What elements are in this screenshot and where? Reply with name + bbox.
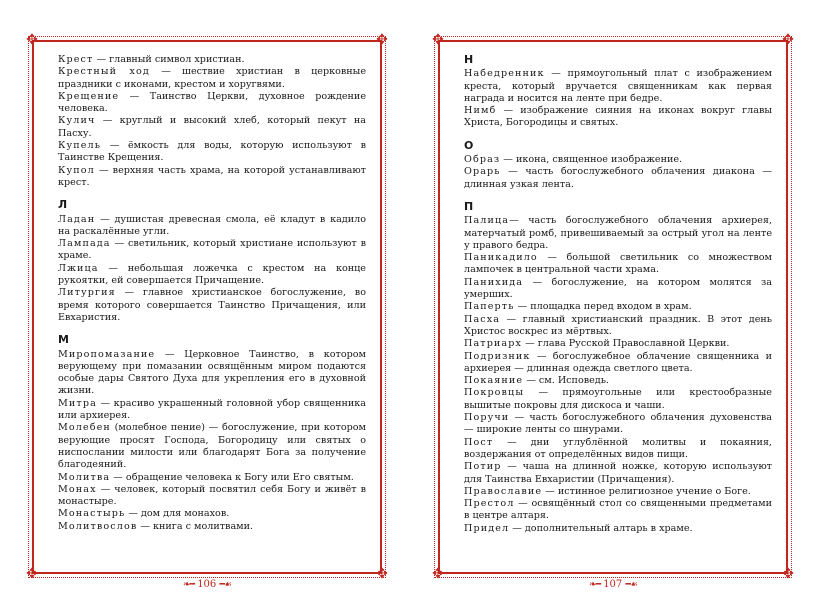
corner-ornament-icon: ✥ — [432, 32, 444, 48]
glossary-entry — [464, 375, 772, 387]
glossary-entry — [464, 412, 772, 437]
glossary-term: Придел — [464, 522, 510, 534]
left-page-frame — [26, 32, 388, 582]
glossary-term: Лампада — [58, 238, 111, 250]
glossary-term: Набедренник — [464, 68, 545, 80]
glossary-entry — [464, 351, 772, 376]
glossary-definition: — дополнительный алтарь в храме. — [509, 522, 693, 534]
glossary-entry — [464, 437, 772, 462]
glossary-term: Паперть — [464, 301, 515, 313]
entries-m — [58, 349, 366, 533]
glossary-term: Миропомазание — [58, 348, 156, 360]
right-flourish-icon: ━☙ — [625, 580, 637, 590]
glossary-definition: — небольшая ложечка с крестом на конце рукоятки, ей совершается Причащение. — [58, 262, 366, 287]
corner-ornament-icon: ✥ — [376, 566, 388, 582]
glossary-term: Молитвослов — [58, 520, 138, 532]
glossary-definition: — глава Русской Православной Церкви. — [522, 338, 730, 350]
glossary-entry — [58, 398, 366, 423]
glossary-term: Православие — [464, 485, 543, 497]
entries-p — [464, 215, 772, 535]
glossary-entry — [58, 66, 366, 91]
corner-ornament-icon: ✥ — [432, 566, 444, 582]
left-flourish-icon: ❧━ — [589, 580, 600, 590]
glossary-definition: — человек, который посвятил себя Богу и живёт в монастыре. — [58, 483, 366, 508]
glossary-definition: — дом для монахов. — [125, 508, 230, 520]
corner-ornament-icon: ✥ — [376, 32, 388, 48]
glossary-definition: — светильник, который христиане используют в храме. — [58, 238, 366, 262]
glossary-entry — [58, 287, 366, 324]
glossary-definition: — освящённый стол со священными предметами в центре алтаря. — [464, 498, 772, 522]
glossary-term: Купол — [58, 164, 95, 176]
glossary-definition: — обращение человека к Богу или Его святым. — [110, 471, 354, 483]
glossary-term: Палица — [464, 215, 510, 227]
corner-ornament-icon: ✥ — [782, 32, 794, 48]
glossary-term: Митра — [58, 397, 97, 409]
glossary-entry — [58, 484, 366, 509]
glossary-term: Патриарх — [464, 338, 523, 350]
glossary-term: Паникадило — [464, 252, 538, 264]
glossary-definition: — богослужение, на котором молятся за умерших. — [464, 276, 772, 301]
glossary-term: Купель — [58, 140, 102, 152]
glossary-entry — [464, 301, 772, 313]
right-page-content — [464, 54, 772, 535]
page-number-text: 107 — [603, 579, 623, 590]
glossary-definition: — часть богослужебного облачения духовенства — широкие ленты со шнурами. — [464, 412, 772, 436]
corner-ornament-icon: ✥ — [782, 566, 794, 582]
glossary-entry — [58, 349, 366, 398]
glossary-definition: — душистая древесная смола, её кладут в кадило на раскалённые угли. — [58, 213, 366, 237]
glossary-term: Поручи — [464, 412, 510, 424]
glossary-entry — [464, 215, 772, 252]
glossary-entry — [58, 140, 366, 165]
left-flourish-icon: ❧━ — [183, 580, 194, 590]
glossary-definition: — изображение сияния на иконах вокруг главы Христа, Богородицы и святых. — [464, 105, 772, 129]
section-letter-n: Н — [464, 53, 474, 66]
glossary-definition: — шествие христиан в церковные праздники с иконами, крестом и хоругвями. — [58, 66, 366, 90]
glossary-entry — [58, 91, 366, 116]
glossary-term: Потир — [464, 461, 502, 473]
section-letter-l: Л — [58, 198, 68, 212]
glossary-definition: — книга с молитвами. — [137, 520, 254, 532]
glossary-definition: — главный христианский праздник. В этот день Христос воскрес из мёртвых. — [464, 313, 772, 337]
glossary-definition: — прямоугольный плат с изображением креста, который вручается священникам как первая награда и носится на ленте при бедре. — [464, 68, 772, 104]
glossary-definition: — икона, священное изображение. — [500, 154, 683, 166]
glossary-term: Образ — [464, 154, 501, 166]
section-letter-m: М — [58, 333, 69, 347]
glossary-term: Молитва — [58, 471, 111, 483]
glossary-entry — [464, 252, 772, 277]
glossary-term: Покровцы — [464, 387, 525, 399]
glossary-definition: — чаша на длинной ножке, которую используют для Таинства Евхаристии (Причащения). — [464, 461, 772, 485]
glossary-term: Орарь — [464, 166, 501, 178]
glossary-entry — [464, 387, 772, 412]
glossary-term: Нимб — [464, 105, 497, 117]
right-page-frame — [432, 32, 794, 582]
entries-k — [58, 54, 366, 189]
glossary-definition: — главный символ христиан. — [93, 54, 245, 65]
glossary-definition: — верхняя часть храма, на которой устанавливают крест. — [58, 164, 366, 188]
glossary-definition: — красиво украшенный головной убор священника или архиерея. — [58, 397, 366, 422]
section-letter-o: О — [464, 138, 474, 152]
glossary-term: Крещение — [58, 90, 120, 102]
left-page-content — [58, 54, 366, 533]
glossary-term: Крестный ход — [58, 66, 150, 78]
glossary-term: Монастырь — [58, 508, 126, 520]
glossary-entry — [464, 486, 772, 498]
entries-n — [464, 68, 772, 129]
glossary-entry — [464, 498, 772, 523]
glossary-definition: — дни углублённой молитвы и покаяния, воздержания от определённых видов пищи. — [464, 436, 772, 460]
glossary-definition: (молебное пение) — богослужение, при котором верующие просят Господа, Богородицу или святых о ниспослании милости или благодарят Бога за получение благодеяний. — [58, 422, 366, 471]
glossary-term: Ладан — [58, 213, 96, 225]
glossary-entry — [464, 338, 772, 350]
glossary-term: Монах — [58, 483, 97, 495]
glossary-entry — [464, 154, 772, 166]
glossary-entry — [464, 105, 772, 130]
glossary-entry — [464, 314, 772, 339]
glossary-entry — [58, 214, 366, 239]
glossary-term: Подризник — [464, 350, 531, 362]
glossary-term: Молебен — [58, 422, 111, 434]
glossary-entry — [58, 115, 366, 140]
glossary-entry — [464, 277, 772, 302]
glossary-definition: — Таинство Церкви, духовное рождение человека. — [58, 90, 366, 115]
glossary-definition: — площадка перед входом в храм. — [514, 301, 692, 313]
glossary-entry — [58, 238, 366, 263]
glossary-definition: — см. Исповедь. — [523, 375, 609, 387]
glossary-term: Пасха — [464, 313, 501, 325]
glossary-term: Кулич — [58, 115, 96, 127]
glossary-definition: — прямоугольные или крестообразные вышитые покровы для дискоса и чаши. — [464, 387, 772, 411]
entries-l — [58, 214, 366, 325]
glossary-definition: — ёмкость для воды, которую используют в Таинстве Крещения. — [58, 140, 366, 164]
page-number-left — [147, 578, 267, 592]
glossary-entry — [58, 521, 366, 533]
glossary-definition: — круглый и высокий хлеб, который пекут на Пасху. — [58, 115, 366, 139]
glossary-entry — [464, 68, 772, 105]
glossary-definition: — богослужебное облачение священника и архиерея — длинная одежда светлого цвета. — [464, 350, 772, 374]
glossary-term: Лжица — [58, 262, 99, 274]
corner-ornament-icon: ✥ — [26, 566, 38, 582]
section-letter-p: П — [464, 199, 474, 213]
glossary-definition: — часть богослужебного облачения архиерея, матерчатый ромб, привешиваемый за острый угол на ленте у правого бедра. — [464, 215, 772, 251]
glossary-definition: — главное христианское богослужение, во время которого совершается Таинство Причащения, или Евхаристия. — [58, 287, 366, 323]
glossary-entry — [58, 165, 366, 190]
glossary-entry — [464, 166, 772, 191]
glossary-entry — [58, 263, 366, 288]
corner-ornament-icon: ✥ — [26, 32, 38, 48]
glossary-entry — [464, 523, 772, 535]
glossary-definition: — большой светильник со множеством лампочек в центральной части храма. — [464, 252, 772, 276]
glossary-definition: — часть богослужебного облачения диакона — длинная узкая лента. — [464, 166, 772, 190]
glossary-entry — [58, 508, 366, 520]
glossary-term: Литургия — [58, 287, 116, 299]
right-flourish-icon: ━☙ — [219, 580, 231, 590]
glossary-term: Покаяние — [464, 375, 524, 387]
glossary-term: Панихида — [464, 276, 524, 288]
page-number-right — [553, 578, 673, 592]
page-number-text: 106 — [197, 579, 217, 590]
glossary-entry — [58, 422, 366, 471]
glossary-definition: — Церковное Таинство, в котором верующему при помазании освящённым миром подаются особые дары Святого Духа для укрепления его в духовной жизни. — [58, 348, 366, 397]
glossary-term: Престол — [464, 498, 515, 510]
glossary-term: Пост — [464, 436, 494, 448]
glossary-entry — [58, 472, 366, 484]
entries-o — [464, 154, 772, 191]
glossary-entry — [58, 54, 366, 66]
glossary-entry — [464, 461, 772, 486]
glossary-term: Крест — [58, 54, 94, 65]
glossary-definition: — истинное религиозное учение о Боге. — [542, 485, 751, 497]
